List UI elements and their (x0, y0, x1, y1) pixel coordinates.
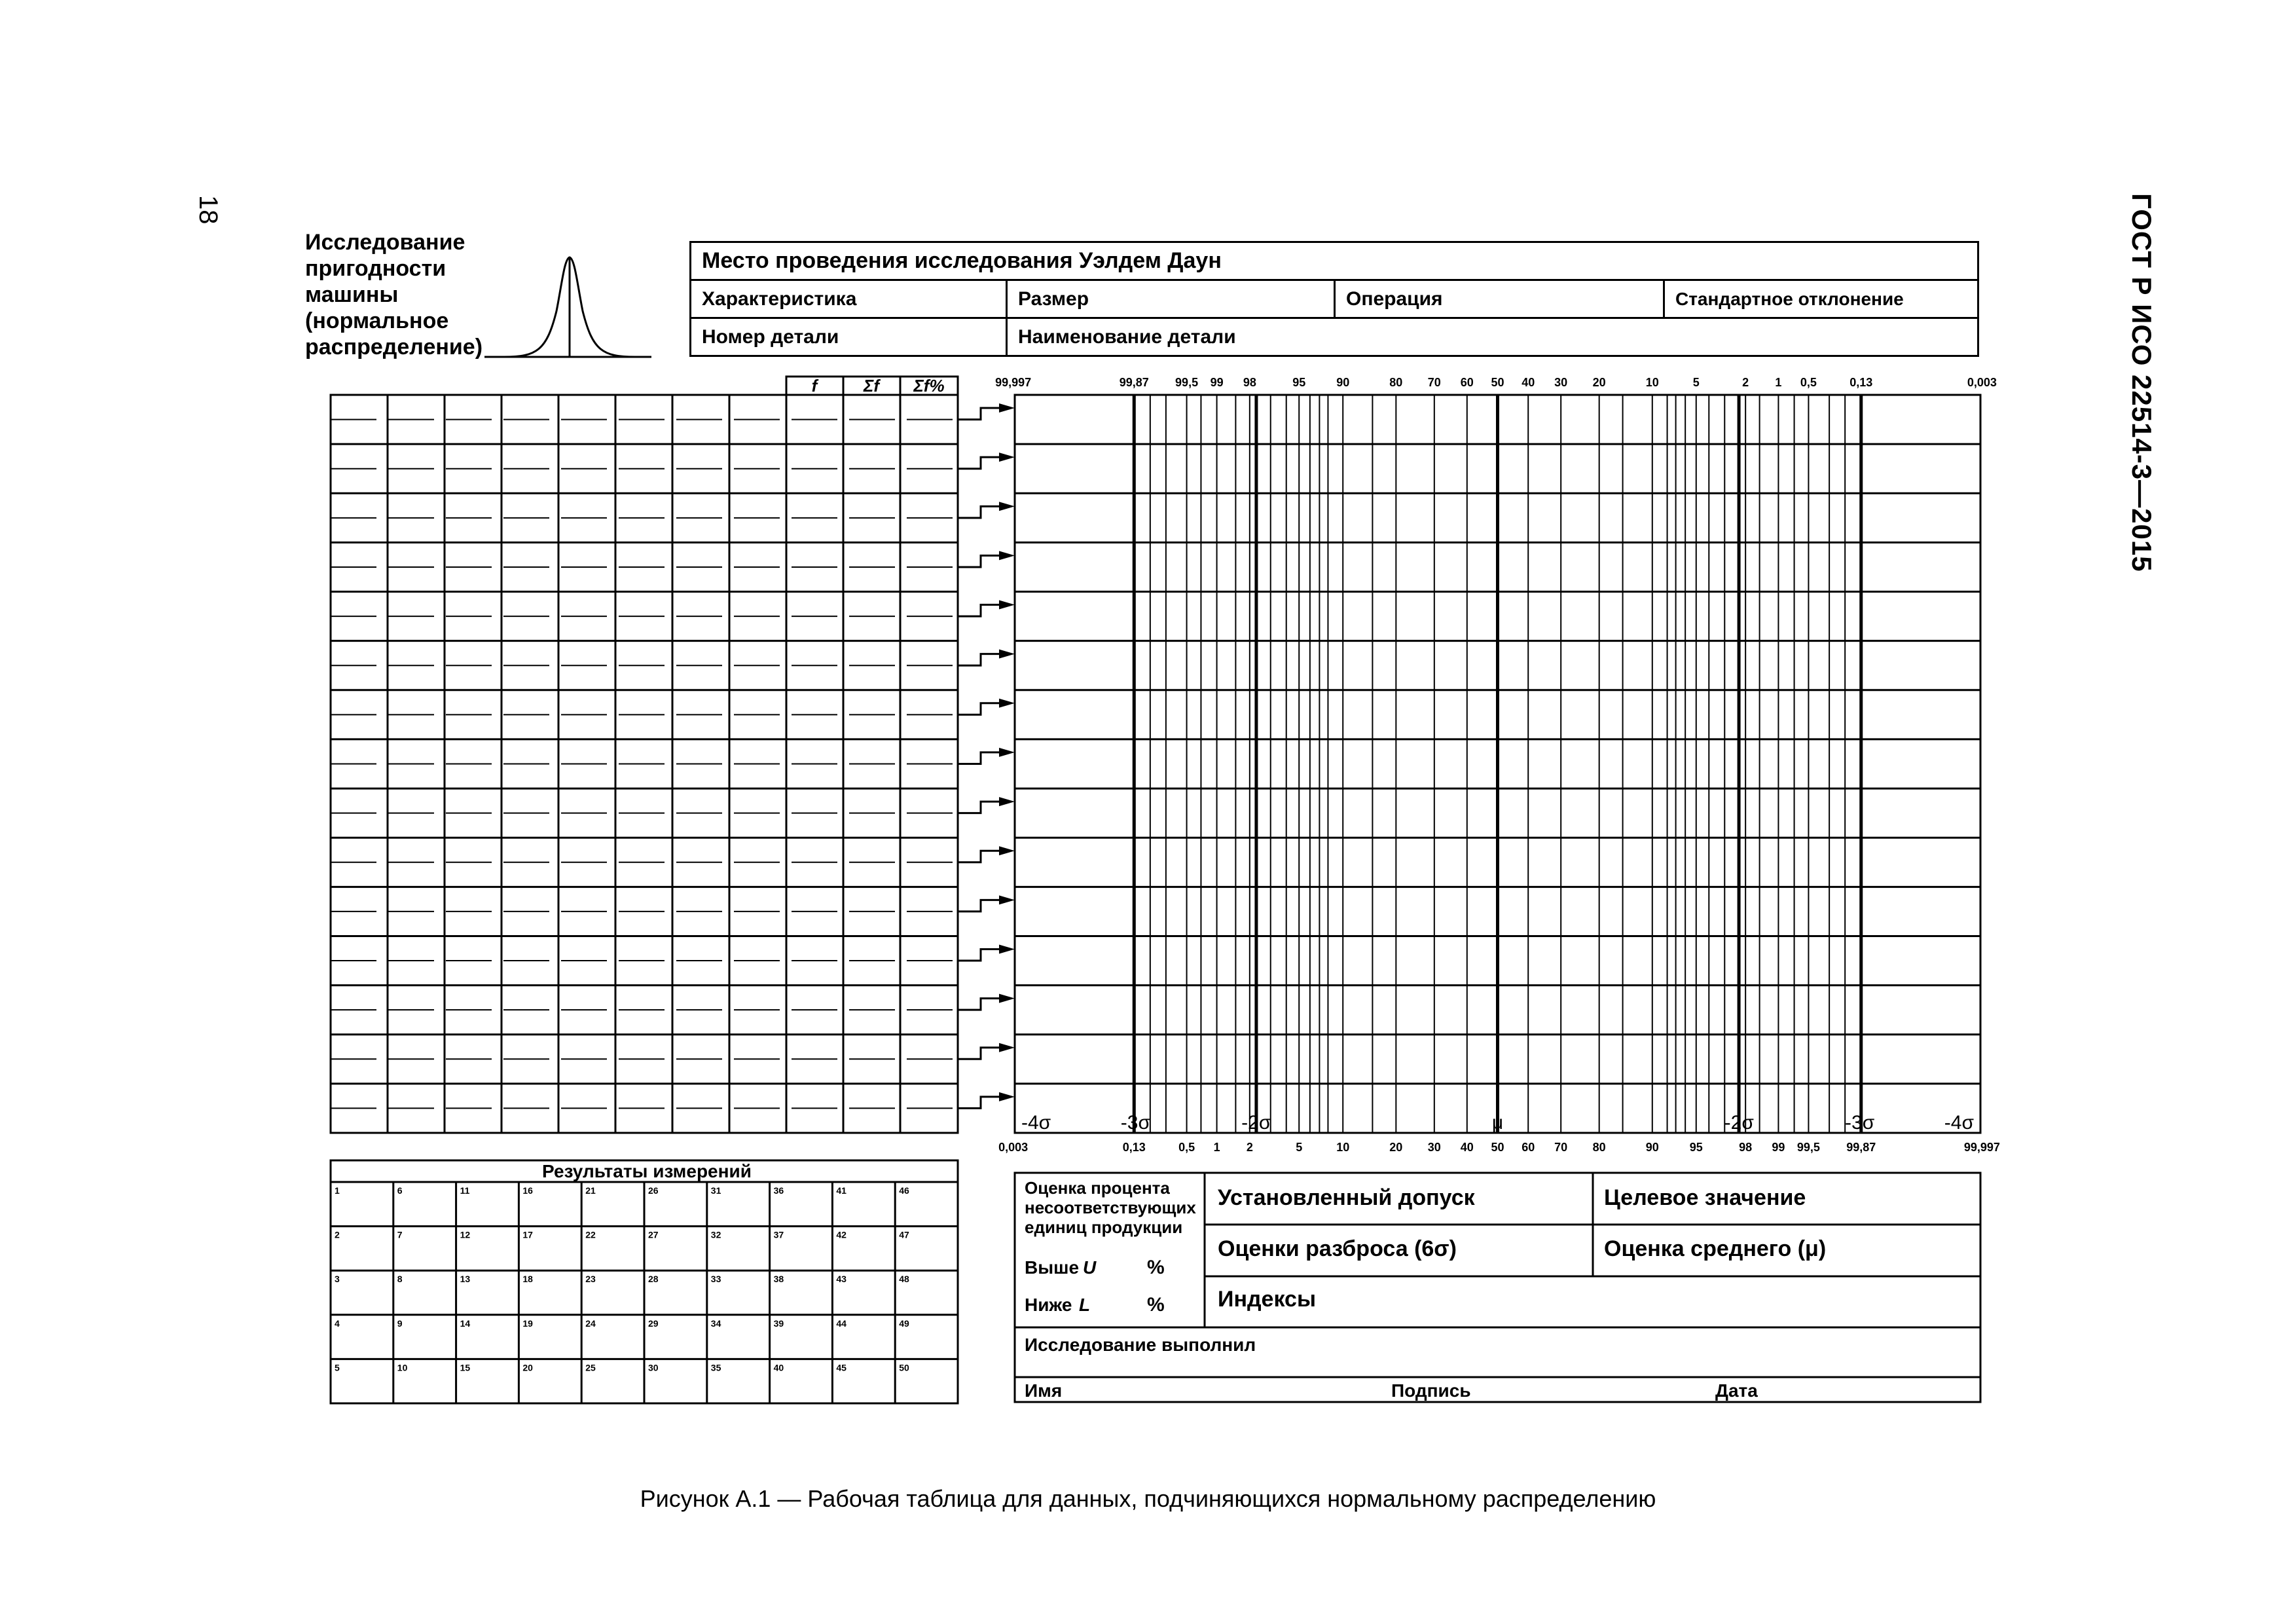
location-cell: Место проведения исследования Уэлдем Даун (691, 242, 1978, 280)
result-cell-number[interactable]: 5 (335, 1362, 340, 1373)
result-cell-number[interactable]: 28 (648, 1274, 659, 1285)
result-cell-number[interactable]: 11 (460, 1185, 470, 1196)
below-pct[interactable]: % (1147, 1294, 1165, 1316)
performed-by-label: Исследование выполнил (1025, 1335, 1256, 1355)
result-cell-number[interactable]: 44 (836, 1318, 847, 1329)
sigma-label: -3σ (1845, 1112, 1875, 1134)
results-title: Результаты измерений (542, 1161, 752, 1181)
above-pct[interactable]: % (1147, 1257, 1165, 1278)
result-cell-number[interactable]: 9 (397, 1318, 403, 1329)
top-scale-label: 20 (1592, 376, 1606, 389)
result-cell-number[interactable]: 37 (773, 1229, 784, 1240)
below-label: Ниже (1025, 1295, 1072, 1315)
bottom-scale-label: 50 (1491, 1141, 1504, 1154)
result-cell-number[interactable]: 35 (710, 1362, 721, 1373)
bottom-scale-label: 10 (1336, 1141, 1350, 1154)
top-scale-label: 5 (1692, 376, 1700, 389)
standard-code: ГОСТ Р ИСО 22514-3—2015 (2126, 193, 2157, 572)
top-scale-label: 99 (1210, 376, 1224, 389)
result-cell-number[interactable]: 13 (460, 1274, 471, 1285)
result-cell-number[interactable]: 15 (460, 1362, 471, 1373)
bottom-scale-label: 99,5 (1796, 1141, 1820, 1154)
sum-f-pct-header: Σf% (913, 376, 945, 396)
indices-cell[interactable]: Индексы (1218, 1287, 1316, 1312)
below-symbol: L (1079, 1295, 1091, 1315)
result-cell-number[interactable]: 19 (522, 1318, 533, 1329)
result-cell-number[interactable]: 23 (585, 1274, 596, 1285)
result-cell-number[interactable]: 8 (397, 1274, 403, 1285)
bottom-scale-label: 99 (1772, 1141, 1785, 1154)
sum-f-header: Σf (863, 376, 880, 396)
top-scale-label: 70 (1427, 376, 1441, 389)
sigma-label: -4σ (1021, 1112, 1051, 1134)
page-number: 18 (194, 195, 223, 225)
result-cell-number[interactable]: 10 (397, 1362, 408, 1373)
result-cell-number[interactable]: 43 (836, 1274, 847, 1285)
top-scale-label: 0,5 (1800, 376, 1817, 389)
bottom-scale-label: 0,5 (1178, 1141, 1195, 1154)
result-cell-number[interactable]: 17 (522, 1229, 533, 1240)
operation-cell[interactable]: Операция (1335, 280, 1664, 318)
result-cell-number[interactable]: 40 (773, 1362, 784, 1373)
top-scale-label: 60 (1460, 376, 1474, 389)
f-header: f (811, 376, 818, 396)
result-cell-number[interactable]: 20 (522, 1362, 533, 1373)
spread-cell[interactable]: Оценки разброса (6σ) (1218, 1236, 1457, 1261)
result-cell-number[interactable]: 41 (836, 1185, 847, 1196)
result-cell-number[interactable]: 14 (460, 1318, 471, 1329)
result-cell-number[interactable]: 12 (460, 1229, 471, 1240)
top-scale-label: 0,13 (1850, 376, 1873, 389)
result-cell-number[interactable]: 6 (397, 1185, 403, 1196)
target-cell[interactable]: Целевое значение (1604, 1185, 1806, 1210)
bottom-scale-label: 90 (1645, 1141, 1659, 1154)
bottom-scale-label: 2 (1246, 1141, 1253, 1154)
std-dev-cell[interactable]: Стандартное отклонение (1664, 280, 1978, 318)
result-cell-number[interactable]: 48 (899, 1274, 909, 1285)
signature-field[interactable]: Подпись (1391, 1380, 1471, 1401)
result-cell-number[interactable]: 34 (710, 1318, 721, 1329)
top-scale-label: 0,003 (1967, 376, 1997, 389)
bottom-scale-label: 30 (1427, 1141, 1441, 1154)
result-cell-number[interactable]: 18 (522, 1274, 533, 1285)
bottom-scale-label: 99,997 (1963, 1141, 2000, 1154)
bottom-scale-label: 98 (1739, 1141, 1753, 1154)
top-scale-label: 98 (1243, 376, 1256, 389)
top-scale-label: 99,997 (995, 376, 1032, 389)
top-scale-label: 80 (1389, 376, 1403, 389)
result-cell-number[interactable]: 42 (836, 1229, 847, 1240)
result-cell-number[interactable]: 30 (648, 1362, 659, 1373)
result-cell-number[interactable]: 1 (335, 1185, 340, 1196)
form-title-line: машины (305, 282, 399, 307)
bottom-scale-label: 40 (1460, 1141, 1474, 1154)
bottom-scale-label: 5 (1296, 1141, 1303, 1154)
result-cell-number[interactable]: 22 (585, 1229, 596, 1240)
figure-caption: Рисунок А.1 — Рабочая таблица для данных, подчиняющихся нормальному распределению (640, 1485, 1656, 1512)
above-label: Выше (1025, 1257, 1080, 1278)
result-cell-number[interactable]: 2 (335, 1229, 340, 1240)
result-cell-number[interactable]: 38 (773, 1274, 784, 1285)
size-cell[interactable]: Размер (1007, 280, 1335, 318)
top-scale-label: 2 (1742, 376, 1749, 389)
bottom-scale-label: 70 (1554, 1141, 1568, 1154)
result-cell-number[interactable]: 33 (710, 1274, 721, 1285)
top-scale-label: 90 (1336, 376, 1350, 389)
result-cell-number[interactable]: 7 (397, 1229, 403, 1240)
result-cell-number[interactable]: 46 (899, 1185, 909, 1196)
top-scale-label: 10 (1645, 376, 1659, 389)
bottom-scale-label: 95 (1689, 1141, 1703, 1154)
top-scale-label: 99,5 (1175, 376, 1199, 389)
sigma-label: -3σ (1120, 1112, 1150, 1134)
bottom-scale-label: 0,13 (1122, 1141, 1146, 1154)
result-cell-number[interactable]: 49 (899, 1318, 909, 1329)
bottom-scale-label: 60 (1522, 1141, 1535, 1154)
top-scale-label: 50 (1491, 376, 1504, 389)
result-cell-number[interactable]: 31 (710, 1185, 721, 1196)
nonconforming-label: несоответствующих (1025, 1198, 1196, 1217)
result-cell-number[interactable]: 50 (899, 1362, 909, 1373)
form-title-line: распределение) (305, 335, 483, 360)
nonconforming-label: Оценка процента (1025, 1178, 1170, 1198)
bottom-scale-label: 0,003 (998, 1141, 1029, 1154)
result-cell-number[interactable]: 45 (836, 1362, 847, 1373)
form-title-line: Исследование (305, 230, 465, 255)
name-field[interactable]: Имя (1025, 1380, 1063, 1401)
sigma-label: -2σ (1724, 1112, 1754, 1134)
result-cell-number[interactable]: 26 (648, 1185, 659, 1196)
bottom-scale-label: 80 (1592, 1141, 1606, 1154)
top-scale-label: 30 (1554, 376, 1568, 389)
bottom-scale-label: 99,87 (1846, 1141, 1876, 1154)
characteristic-cell[interactable]: Характеристика (691, 280, 1007, 318)
result-cell-number[interactable]: 39 (773, 1318, 784, 1329)
tolerance-cell[interactable]: Установленный допуск (1218, 1185, 1475, 1210)
sigma-label: -2σ (1241, 1112, 1271, 1134)
form-title-line: пригодности (305, 256, 446, 281)
result-cell-number[interactable]: 24 (585, 1318, 596, 1329)
top-scale-label: 95 (1292, 376, 1306, 389)
part-name-cell[interactable]: Наименование детали (1007, 318, 1978, 356)
result-cell-number[interactable]: 27 (648, 1229, 659, 1240)
part-number-cell[interactable]: Номер детали (691, 318, 1007, 356)
top-scale-label: 40 (1522, 376, 1535, 389)
result-cell-number[interactable]: 29 (648, 1318, 659, 1329)
result-cell-number[interactable]: 16 (522, 1185, 533, 1196)
nonconforming-label: единиц продукции (1025, 1217, 1183, 1237)
mean-cell[interactable]: Оценка среднего (μ) (1604, 1236, 1827, 1261)
bottom-scale-label: 1 (1213, 1141, 1220, 1154)
result-cell-number[interactable]: 21 (585, 1185, 596, 1196)
above-symbol: U (1083, 1257, 1097, 1278)
result-cell-number[interactable]: 25 (585, 1362, 596, 1373)
result-cell-number[interactable]: 47 (899, 1229, 909, 1240)
result-cell-number[interactable]: 3 (335, 1274, 340, 1285)
date-field[interactable]: Дата (1715, 1380, 1758, 1401)
sigma-label: -4σ (1944, 1112, 1974, 1134)
form-title-line: (нормальное (305, 308, 449, 333)
sigma-label: μ (1491, 1112, 1504, 1134)
top-scale-label: 99,87 (1119, 376, 1149, 389)
result-cell-number[interactable]: 36 (773, 1185, 784, 1196)
top-scale-label: 1 (1775, 376, 1782, 389)
result-cell-number[interactable]: 32 (710, 1229, 721, 1240)
result-cell-number[interactable]: 4 (335, 1318, 340, 1329)
bottom-scale-label: 20 (1389, 1141, 1403, 1154)
